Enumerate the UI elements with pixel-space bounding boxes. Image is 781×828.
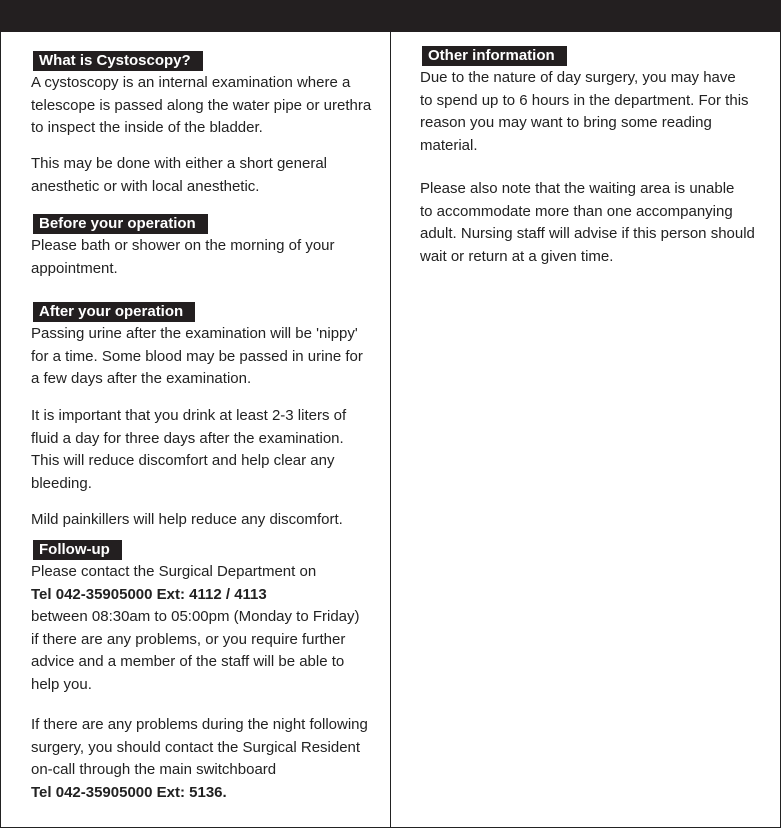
section-painkillers bbox=[31, 509, 381, 532]
section-fluids bbox=[31, 405, 381, 495]
top-banner bbox=[0, 0, 781, 32]
section-waiting-area bbox=[420, 178, 770, 268]
section-heading: Other information bbox=[422, 46, 567, 66]
phone-number: Tel 042-35905000 Ext: 5136. bbox=[31, 783, 227, 801]
paragraph: Please also note that the waiting area is unable to accommodate more than one accompanying adult. Nursing staff will advise if this person should wait or return at a given time. bbox=[420, 180, 755, 265]
paragraph: This may be done with either a short general anesthetic or with local anesthetic. bbox=[31, 155, 327, 195]
paragraph: If there are any problems during the night following surgery, you should contact the Surgical Resident on-call through the main switchboard bbox=[31, 716, 368, 778]
left-column bbox=[0, 32, 391, 828]
section-what-is-cystoscopy bbox=[31, 51, 381, 140]
right-column bbox=[390, 32, 781, 828]
section-anesthetic bbox=[31, 153, 381, 198]
paragraph: A cystoscopy is an internal examination where a telescope is passed along the water pipe or urethra to inspect the inside of the bladder. bbox=[31, 74, 372, 136]
section-after-operation bbox=[31, 302, 381, 391]
section-heading: Follow-up bbox=[33, 540, 122, 560]
section-night-contact bbox=[31, 714, 381, 804]
paragraph: Please contact the Surgical Department on bbox=[31, 563, 317, 580]
paragraph: Mild painkillers will help reduce any discomfort. bbox=[31, 511, 343, 528]
paragraph: Due to the nature of day surgery, you may have to spend up to 6 hours in the department. For this reason you may want to bring some reading material. bbox=[420, 69, 749, 154]
section-other-information bbox=[420, 46, 770, 157]
paragraph: Passing urine after the examination will be 'nippy' for a time. Some blood may be passed in urine for a few days after the examination. bbox=[31, 325, 363, 387]
section-before-operation bbox=[31, 214, 381, 280]
paragraph: Please bath or shower on the morning of your appointment. bbox=[31, 237, 335, 277]
paragraph: between 08:30am to 05:00pm (Monday to Friday) if there are any problems, or you require further advice and a member of the staff will be able to help you. bbox=[31, 608, 360, 693]
phone-number: Tel 042-35905000 Ext: 4112 / 4113 bbox=[31, 585, 267, 603]
paragraph: It is important that you drink at least 2-3 liters of fluid a day for three days after the examination. This will reduce discomfort and help clear any bleeding. bbox=[31, 407, 347, 492]
section-heading: After your operation bbox=[33, 302, 195, 322]
section-heading: What is Cystoscopy? bbox=[33, 51, 203, 71]
section-follow-up bbox=[31, 540, 381, 696]
section-heading: Before your operation bbox=[33, 214, 208, 234]
